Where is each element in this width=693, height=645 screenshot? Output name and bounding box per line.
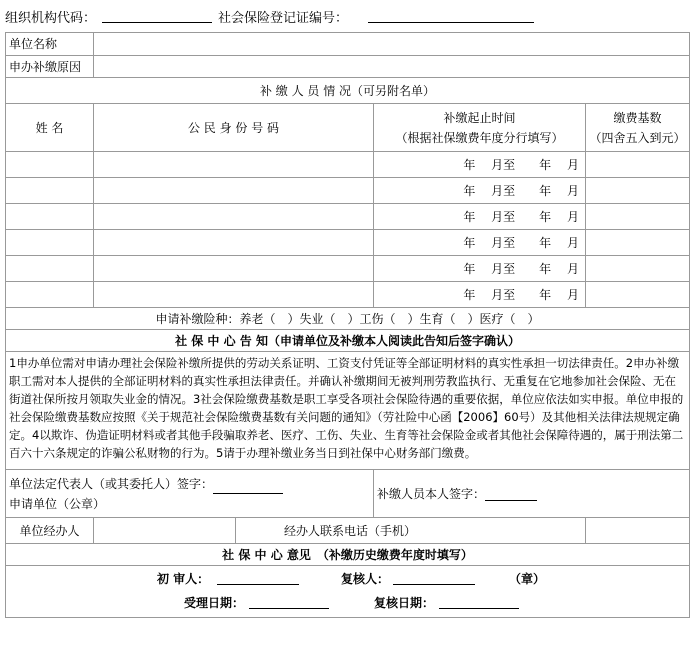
- unit-name-label: 单位名称: [6, 33, 94, 56]
- person-signature-line[interactable]: [485, 488, 537, 501]
- base-cell[interactable]: [586, 204, 690, 230]
- name-cell[interactable]: [6, 282, 94, 308]
- notice-text: 1申办单位需对申请办理社会保险补缴所提供的劳动关系证明、工资支付凭证等全部证明材料的真实性承担一切法律责任。2申办补缴职工需对本人提供的全部证明材料的真实性承担法律责任。并确认补缴期间无被判刑劳教监执行、无重复在它地参加社会保险、无在街道社保所按月领取失业金的情况。3社会保险缴费基数是职工享受各项社会保险待遇的重要依据，单位应依法如实申报。单位申报的社会保险缴费基数应按照《关于规范社会保险缴费基数有关问题的通知》（劳社险中心函【2006】60号）及其他相关法律法规规定确定。4以欺诈、伪造证明材料或者其他手段骗取养老、医疗、工伤、失业、生育等社会保险金或者其他社会保障待遇的，属于刑法第二百六十六条规定的诈骗公私财物的行为。5请于办理补缴业务当日到社保中心财务部门缴费。: [6, 352, 690, 470]
- handler-field[interactable]: [94, 518, 236, 544]
- insurance-types[interactable]: 申请补缴险种：养老（ ）失业（ ）工伤（ ）生育（ ）医疗（ ）: [6, 308, 690, 330]
- reason-label: 申办补缴原因: [6, 56, 94, 78]
- col-base-title: 缴费基数: [613, 110, 662, 125]
- col-period-note: （根据社保缴费年度分行填写）: [395, 130, 564, 145]
- name-cell[interactable]: [6, 152, 94, 178]
- col-period-header: [374, 104, 586, 152]
- accept-date-label: 受理日期：: [184, 595, 245, 610]
- social-cert-field[interactable]: [368, 22, 534, 23]
- id-cell[interactable]: [94, 204, 374, 230]
- reason-field[interactable]: [94, 56, 690, 78]
- name-cell[interactable]: [6, 256, 94, 282]
- org-code-label: 组织机构代码：: [5, 11, 97, 26]
- section-title: 补 缴 人 员 情 况（可另附名单）: [6, 78, 690, 104]
- id-cell[interactable]: [94, 282, 374, 308]
- name-cell[interactable]: [6, 178, 94, 204]
- handler-phone-label: 经办人联系电话（手机）: [236, 518, 586, 544]
- base-cell[interactable]: [586, 256, 690, 282]
- org-code-field[interactable]: [102, 22, 212, 23]
- legal-rep-line: [9, 474, 370, 494]
- first-review-label: 初 审人：: [157, 571, 210, 586]
- opinion-title: 社 保 中 心 意见 （补缴历史缴费年度时填写）: [6, 544, 690, 566]
- form-header: [0, 0, 693, 30]
- unit-signature-cell[interactable]: [6, 470, 374, 518]
- notice-title: 社 保 中 心 告 知（申请单位及补缴本人阅读此告知后签字确认）: [6, 330, 690, 352]
- review-cell[interactable]: [6, 566, 690, 618]
- name-cell[interactable]: [6, 230, 94, 256]
- col-period-title: 补缴起止时间: [443, 110, 516, 125]
- first-review-line[interactable]: [217, 572, 299, 585]
- col-base-header: [586, 104, 690, 152]
- id-cell[interactable]: [94, 256, 374, 282]
- id-cell[interactable]: [94, 230, 374, 256]
- social-cert-label: 社会保险登记证编号：: [218, 11, 349, 26]
- base-cell[interactable]: [586, 178, 690, 204]
- base-cell[interactable]: [586, 282, 690, 308]
- legal-rep-signature-line[interactable]: [213, 481, 283, 494]
- applicant-unit-label: 申请单位（公章）: [9, 496, 106, 511]
- col-base-note: （四舍五入到元）: [589, 130, 686, 145]
- person-signature-cell[interactable]: [374, 470, 690, 518]
- col-name-header: 姓 名: [6, 104, 94, 152]
- application-form: [5, 32, 690, 618]
- person-sign-label: 补缴人员本人签字：: [377, 486, 486, 501]
- handler-phone-field[interactable]: [586, 518, 690, 544]
- review-block: [9, 567, 686, 617]
- handler-label: 单位经办人: [6, 518, 94, 544]
- period-cell[interactable]: 年 月至 年 月: [374, 178, 586, 204]
- period-cell[interactable]: 年 月至 年 月: [374, 282, 586, 308]
- id-cell[interactable]: [94, 178, 374, 204]
- col-id-header: 公 民 身 份 号 码: [94, 104, 374, 152]
- period-cell[interactable]: 年 月至 年 月: [374, 152, 586, 178]
- id-cell[interactable]: [94, 152, 374, 178]
- period-cell[interactable]: 年 月至 年 月: [374, 256, 586, 282]
- base-cell[interactable]: [586, 152, 690, 178]
- base-cell[interactable]: [586, 230, 690, 256]
- name-cell[interactable]: [6, 204, 94, 230]
- second-review-label: 复核人：: [341, 571, 390, 586]
- review-date-label: 复核日期：: [374, 595, 435, 610]
- legal-rep-label: 单位法定代表人（或其委托人）签字：: [9, 476, 214, 491]
- review-date-line[interactable]: [439, 596, 519, 609]
- unit-name-field[interactable]: [94, 33, 690, 56]
- accept-date-line[interactable]: [249, 596, 329, 609]
- period-cell[interactable]: 年 月至 年 月: [374, 230, 586, 256]
- period-cell[interactable]: 年 月至 年 月: [374, 204, 586, 230]
- second-review-line[interactable]: [393, 572, 475, 585]
- stamp-label: （章）: [509, 571, 546, 586]
